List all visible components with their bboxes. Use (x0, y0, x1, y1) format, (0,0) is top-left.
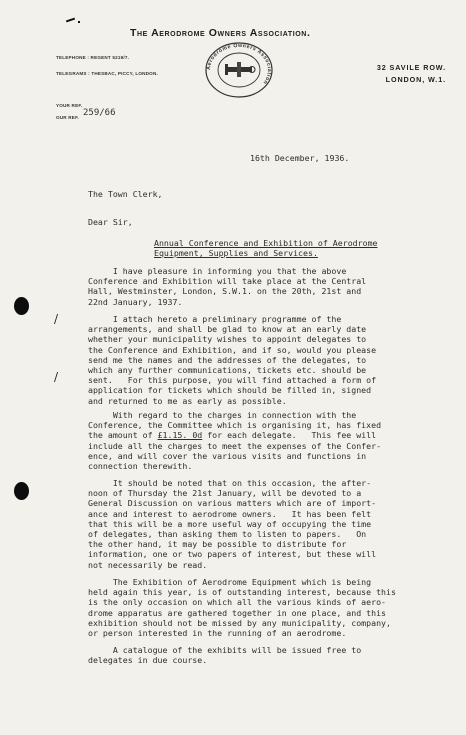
scan-speck (78, 21, 80, 23)
paragraph-line: not necessarily be read. (88, 559, 208, 570)
paragraph-line: 22nd January, 1937. (88, 296, 183, 307)
paragraph-line: which any further communications, tickets etc. should be (88, 365, 367, 376)
paragraph (88, 314, 458, 406)
salutation: Dear Sir, (88, 217, 133, 227)
paragraph-line: or person interested in the running of an aerodrome. (88, 628, 347, 639)
paragraph-line: Conference, the Committee which is organising it, has fixed (88, 420, 382, 431)
punch-hole-top (14, 297, 29, 315)
paragraph-line: The Exhibition of Aerodrome Equipment which is being (88, 577, 372, 587)
paragraph (88, 410, 458, 471)
paragraph-line: ence, and will cover the various visits and functions in (88, 450, 367, 461)
delegate-fee: £1.15. 0d (157, 430, 203, 441)
paragraph-line: that this will be a more useful way of occupying the time (88, 518, 372, 529)
paragraph-line: drome apparatus are gathered together in one place, and this (88, 607, 387, 618)
seal-ring-text: Aerodrome Owners Association (205, 42, 273, 86)
paragraph-line: include all the charges to meet the expenses of the Confer- (88, 440, 382, 451)
association-seal (199, 40, 279, 100)
paragraph-line: is the only occasion on which all the various kinds of aero- (88, 597, 387, 608)
paragraph-line: held again this year, is of outstanding interest, because this (88, 587, 396, 598)
paragraph (88, 645, 458, 665)
address-line-1: 32 SAVILE ROW. (376, 63, 446, 72)
paragraph-line: the Conference and Exhibition, and if so, would you please (88, 344, 377, 355)
paragraph-line: noon of Thursday the 21st January, will be devoted to a (88, 488, 362, 499)
fee-line-end: for each delegate. This fee will (202, 430, 377, 441)
paragraph-line: delegates in due course. (88, 655, 208, 666)
scan-speck (66, 18, 75, 23)
postal-address (377, 62, 446, 86)
paragraph-line: the other hand, it may be possible to distribute for (88, 539, 347, 550)
letter-date: 16th December, 1936. (250, 153, 350, 163)
your-ref-label: YOUR REF. (56, 103, 83, 108)
paragraph (88, 266, 458, 307)
fee-line-start: the amount of (88, 430, 158, 441)
subject-line: Equipment, Supplies and Services. (154, 248, 318, 259)
telegrams-line: TELEGRAMS : THESBAC, PICCY, LONDON. (56, 71, 158, 76)
paragraph-line: General Discussion on various matters which are of import- (88, 498, 377, 509)
margin-tick-mark: / (54, 370, 59, 384)
subject-line: Annual Conference and Exhibition of Aerodrome (154, 238, 378, 248)
subject-heading (154, 238, 378, 258)
address-line-2: LONDON, W.1. (385, 75, 446, 84)
paragraph-line: connection therewith. (88, 461, 193, 472)
organisation-title: The Aerodrome Owners Association. (130, 27, 311, 39)
paragraph (88, 577, 458, 638)
paragraph (88, 478, 458, 570)
paragraph-line: and returned to me as early as possible. (88, 395, 287, 406)
aeroplane-icon (225, 62, 255, 77)
paragraph-line: application for tickets which should be filled in, signed (88, 385, 372, 396)
paragraph-line: arrangements, and shall be glad to know at an early date (88, 324, 367, 335)
paragraph-line: A catalogue of the exhibits will be issued free to (88, 645, 362, 655)
paragraph-line: sent. For this purpose, you will find attached a form of (88, 375, 377, 386)
recipient: The Town Clerk, (88, 189, 163, 199)
paragraph-line: Hall, Westminster, London, S.W.1. on the 20th, 21st and (88, 286, 362, 297)
paragraph-line: With regard to the charges in connection with the (88, 410, 357, 420)
punch-hole-bottom (14, 482, 29, 500)
paragraph-line: It should be noted that on this occasion, the after- (88, 478, 372, 488)
paragraph-line: I attach hereto a preliminary programme of the (88, 314, 342, 324)
paragraph-line: send me the names and the addresses of the delegates, to (88, 354, 367, 365)
telephone-line: TELEPHONE : REGENT 5219/7. (56, 55, 130, 60)
our-ref-value: 259/66 (83, 108, 116, 118)
margin-tick-mark: / (54, 312, 59, 326)
our-ref-label: OUR REF. (56, 115, 80, 120)
paragraph-line: Conference and Exhibition will take place at the Central (88, 276, 367, 287)
paragraph-line: exhibition should not be missed by any municipality, company, (88, 617, 391, 628)
paragraph-line: ance and interest to aerodrome owners. It has been felt (88, 508, 372, 519)
paragraph-line: I have pleasure in informing you that the above (88, 266, 347, 276)
paragraph-line: information, one or two papers of interest, but these will (88, 549, 377, 560)
paragraph-line: whether your municipality wishes to appoint delegates to (88, 334, 367, 345)
paragraph-line: of delegates, than asking them to listen to papers. On (88, 529, 367, 540)
paragraph-line (88, 430, 458, 440)
